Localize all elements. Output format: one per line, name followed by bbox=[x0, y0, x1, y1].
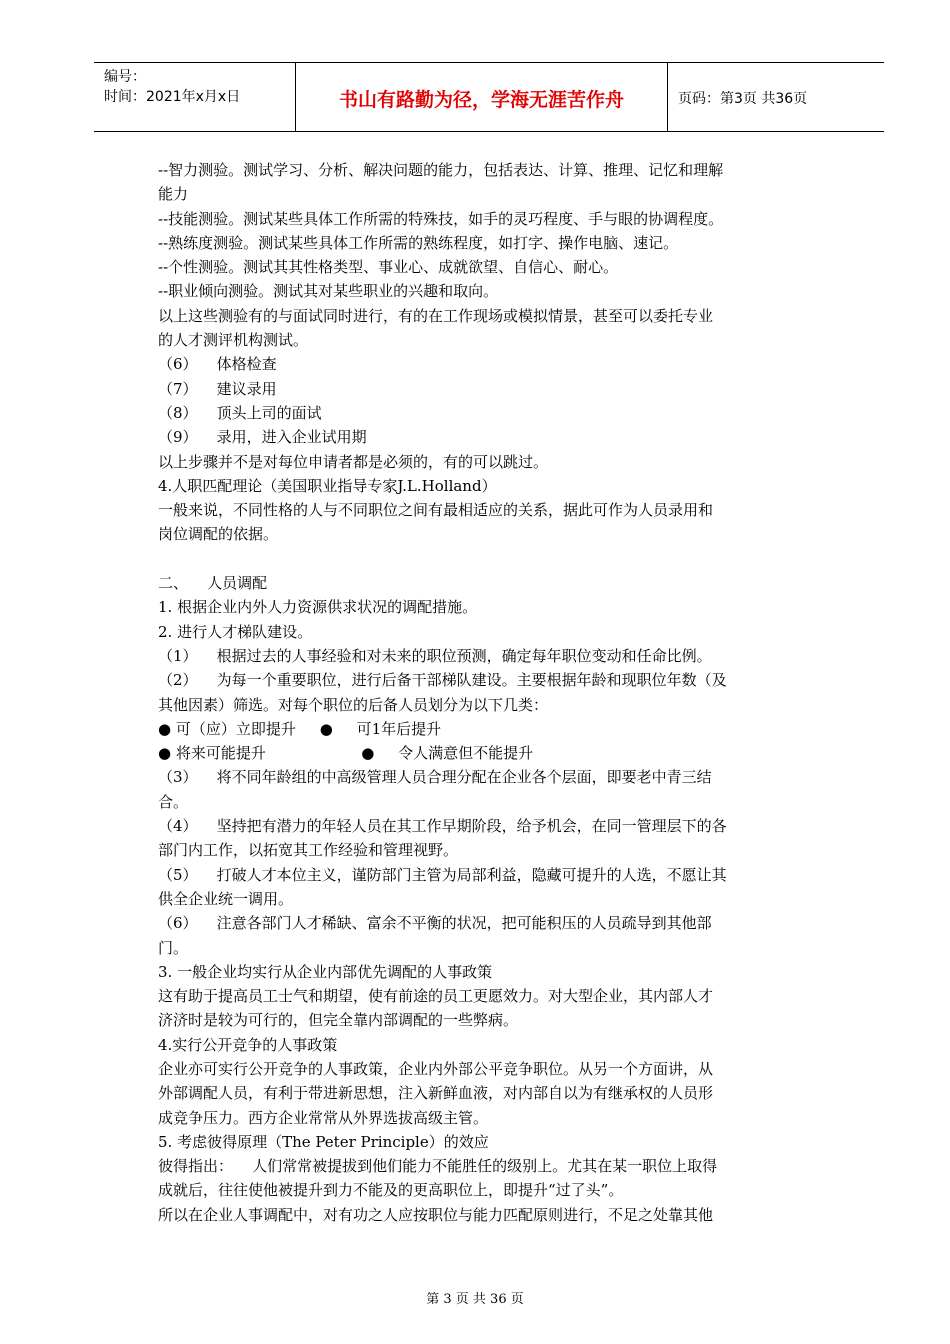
header-meta bbox=[104, 67, 294, 107]
text-line: --个性测验。测试其其性格类型、事业心、成就欲望、自信心、耐心。 bbox=[158, 258, 619, 277]
text-line: 彼得指出： 人们常常被提拔到他们能力不能胜任的级别上。尤其在某一职位上取得 bbox=[158, 1157, 718, 1176]
text-line: --技能测验。测试某些具体工作所需的特殊技，如手的灵巧程度、手与眼的协调程度。 bbox=[158, 209, 724, 228]
page-header bbox=[94, 62, 884, 132]
text-line: 一般来说，不同性格的人与不同职位之间有最相适应的关系，据此可作为人员录用和 bbox=[158, 501, 714, 520]
text-line: （7） 建议录用 bbox=[158, 379, 277, 398]
text-line: （5） 打破人才本位主义，谨防部门主管为局部利益，隐藏可提升的人选，不愿让其 bbox=[158, 865, 727, 884]
text-line: 合。 bbox=[158, 792, 189, 811]
text-line bbox=[158, 547, 823, 571]
text-line: --职业倾向测验。测试其对某些职业的兴趣和取向。 bbox=[158, 282, 499, 301]
text-line: 济济时是较为可行的，但完全靠内部调配的一些弊病。 bbox=[158, 1011, 519, 1030]
text-line: 能力 bbox=[158, 185, 189, 204]
text-line: 成就后，往往使他被提升到力不能及的更高职位上，即提升“过了头”。 bbox=[158, 1181, 624, 1200]
number-label: 编号： bbox=[104, 69, 146, 85]
text-line: （1） 根据过去的人事经验和对未来的职位预测，确定每年职位变动和任命比例。 bbox=[158, 646, 712, 665]
text-line: （6） 注意各部门人才稀缺、富余不平衡的状况，把可能积压的人员疏导到其他部 bbox=[158, 914, 712, 933]
header-motto: 书山有路勤为径，学海无涯苦作舟 bbox=[338, 89, 624, 111]
text-line: 以上这些测验有的与面试同时进行，有的在工作现场或模拟情景，甚至可以委托专业 bbox=[158, 306, 714, 325]
text-line: 成竞争压力。西方企业常常从外界选拔高级主管。 bbox=[158, 1108, 489, 1127]
text-line: 岗位调配的依据。 bbox=[158, 525, 279, 544]
text-line: 门。 bbox=[158, 938, 189, 957]
header-page-info: 页码：第3页 共36页 bbox=[678, 91, 808, 107]
header-divider bbox=[667, 63, 668, 131]
text-line: 的人才测评机构测试。 bbox=[158, 331, 309, 350]
text-line: 1. 根据企业内外人力资源供求状况的调配措施。 bbox=[158, 598, 478, 617]
text-line: --熟练度测验。测试某些具体工作所需的熟练程度，如打字、操作电脑、速记。 bbox=[158, 233, 679, 252]
text-line: 以上步骤并不是对每位申请者都是必须的，有的可以跳过。 bbox=[158, 452, 549, 471]
text-line: 供全企业统一调用。 bbox=[158, 889, 294, 908]
text-line: 4.人职匹配理论（美国职业指导专家J.L.Holland） bbox=[158, 476, 497, 495]
page-footer: 第 3 页 共 36 页 bbox=[426, 1292, 524, 1307]
text-line: （8） 顶头上司的面试 bbox=[158, 403, 322, 422]
text-line: 其他因素）筛选。对每个职位的后备人员划分为以下几类： bbox=[158, 695, 549, 714]
text-line: （9） 录用，进入企业试用期 bbox=[158, 428, 367, 447]
text-line: 5. 考虑彼得原理（The Peter Principle）的效应 bbox=[158, 1132, 489, 1151]
text-line: ● 可（应）立即提升 ● 可1年后提升 bbox=[158, 719, 442, 738]
text-line: 4.实行公开竞争的人事政策 bbox=[158, 1035, 338, 1054]
text-line: ● 将来可能提升 ● 令人满意但不能提升 bbox=[158, 744, 534, 763]
text-line: （6） 体格检查 bbox=[158, 355, 277, 374]
document-body bbox=[158, 158, 823, 1227]
text-line: 部门内工作，以拓宽其工作经验和管理视野。 bbox=[158, 841, 459, 860]
text-line: --智力测验。测试学习、分析、解决问题的能力，包括表达、计算、推理、记忆和理解 bbox=[158, 161, 724, 179]
text-line: 2. 进行人才梯队建设。 bbox=[158, 622, 313, 641]
text-line: （4） 坚持把有潜力的年轻人员在其工作早期阶段，给予机会，在同一管理层下的各 bbox=[158, 817, 727, 836]
text-line: 这有助于提高员工士气和期望，使有前途的员工更愿效力。对大型企业，其内部人才 bbox=[158, 987, 714, 1006]
text-line: （3） 将不同年龄组的中高级管理人员合理分配在企业各个层面，即要老中青三结 bbox=[158, 768, 712, 787]
text-line: 外部调配人员，有利于带进新思想，注入新鲜血液，对内部自以为有继承权的人员形 bbox=[158, 1084, 714, 1103]
text-line: 所以在企业人事调配中，对有功之人应按职位与能力匹配原则进行，不足之处靠其他 bbox=[158, 1205, 714, 1224]
text-line: 二、 人员调配 bbox=[158, 574, 268, 593]
time-label: 时间：2021年x月x日 bbox=[104, 89, 241, 105]
text-line: 3. 一般企业均实行从企业内部优先调配的人事政策 bbox=[158, 962, 493, 981]
text-line: 企业亦可实行公开竞争的人事政策，企业内外部公平竞争职位。从另一个方面讲，从 bbox=[158, 1059, 714, 1078]
text-line: （2） 为每一个重要职位，进行后备干部梯队建设。主要根据年龄和现职位年数（及 bbox=[158, 671, 727, 690]
